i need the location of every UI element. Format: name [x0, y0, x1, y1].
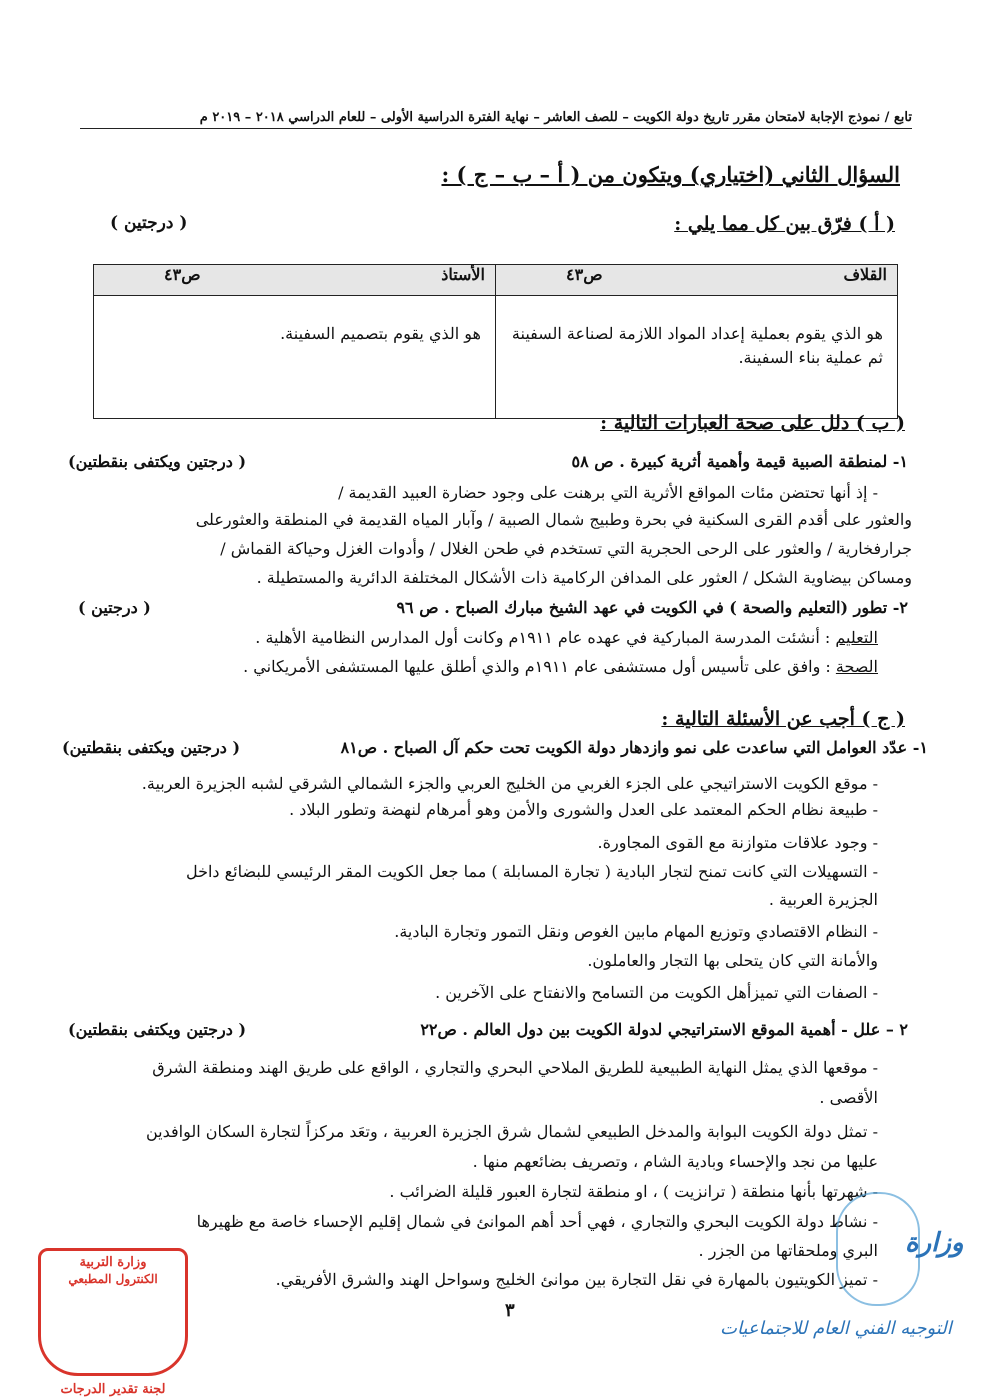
section-b-q1-line: والعثور على أقدم القرى السكنية في بحرة وطبيج شمال الصبية / وآبار المياه القديمة في المنطقة والعثورعلى	[195, 510, 912, 529]
section-b-q2: ٢- تطور (التعليم والصحة ) في الكويت في عهد الشيخ مبارك الصباح . ص ٩٦	[396, 598, 908, 617]
stamp-line-committee: لجنة تقدير الدرجات	[60, 1382, 166, 1397]
col2-title: الأستاذ	[441, 265, 485, 284]
section-c-q1-marks: ( درجتين ويكتفى بنقطتين)	[62, 738, 241, 757]
section-c-q2-line: - تمثل دولة الكويت البوابة والمدخل الطبيعي لشمال شرق الجزيرة العربية ، وتعَد مركزاً لتجارة السكان الوافدين	[145, 1122, 878, 1141]
section-c-q2: ٢ – علل - أهمية الموقع الاستراتيجي لدولة الكويت بين دول العالم . ص٢٢	[420, 1020, 908, 1039]
section-c-q1-line: - الصفات التي تميزأهل الكويت من التسامح والانفتاح على الآخرين .	[435, 983, 878, 1002]
section-c-q1-line: - طبيعة نظام الحكم المعتمد على العدل والشورى والأمن وهو أمرهام لنهضة وتطور البلاد .	[289, 800, 878, 819]
col2-body: هو الذي يقوم بتصميم السفينة.	[94, 296, 496, 419]
seal-text: وزارة	[905, 1228, 964, 1258]
section-c-q1-line: - التسهيلات التي كانت تمنح لتجار البادية ( تجارة المسابلة ) مما جعل الكويت المقر الرئيسي للبضائع داخل	[185, 862, 878, 881]
section-a-title: ( أ ) فرّق بين كل مما يلي :	[674, 213, 895, 235]
section-c-q2-line: - تميز الكويتيون بالمهارة في نقل التجارة بين موانئ الخليج وسواحل الهند والشرق الأفريقي.	[275, 1270, 878, 1289]
section-c-q2-line: البري وملحقاتها من الجزر .	[698, 1241, 878, 1260]
education-label: التعليم	[835, 628, 878, 647]
table-header-ustadh	[94, 265, 496, 296]
health-label: الصحة	[835, 657, 878, 676]
page-header: تابع / نموذج الإجابة لامتحان مقرر تاريخ دولة الكويت – للصف العاشر – نهاية الفترة الدراسية الأولى – للعام الدراسي ٢٠١٨ – ٢٠١٩ م	[80, 110, 912, 129]
section-c-q2-line: - نشاط دولة الكويت البحري والتجاري ، فهي أحد أهم الموانئ في شمال إقليم الإحساء خاصة مع ظهيرها	[196, 1212, 878, 1231]
col1-page: ص٤٣	[566, 265, 603, 284]
section-c-q1: ١- عدّد العوامل التي ساعدت على نمو وازدهار دولة الكويت تحت حكم آل الصباح . ص٨١	[340, 738, 928, 757]
section-b-q1-line: - إذ أنها تحتضن مئات المواقع الأثرية التي برهنت على وجود حضارة العبيد القديمة /	[338, 483, 878, 502]
section-c-q1-line: والأمانة التي كان يتحلى بها التجار والعاملون.	[587, 951, 878, 970]
comparison-table	[93, 264, 898, 419]
section-c-q1-line: - موقع الكويت الاستراتيجي على الجزء الغربي من الخليج العربي والجزء الشمالي الشرقي لشبه الجزيرة العربية.	[141, 774, 878, 793]
section-b-q2-education	[255, 628, 878, 649]
stamp-line-ministry: وزارة التربية	[79, 1255, 147, 1270]
section-b-title: ( ب ) دلل على صحة العبارات التالية :	[600, 412, 905, 434]
section-b-q1-line: ومساكن بيضاوية الشكل / العثور على المدافن الركامية ذات الأشكال المختلفة الدائرية والمستطيلة .	[256, 568, 912, 587]
table-header-qallaf	[496, 265, 898, 296]
health-text: : وافق على تأسيس أول مستشفى عام ١٩١١م والذي أطلق عليها المستشفى الأمريكاني .	[243, 657, 836, 676]
section-c-q2-line: - شهرتها بأنها منطقة ( ترانزيت ) ، او منطقة لتجارة العبور قليلة الضرائب .	[389, 1182, 878, 1201]
footer-signature-text: التوجيه الفني العام للاجتماعيات	[720, 1318, 952, 1339]
col2-page: ص٤٣	[164, 265, 201, 284]
section-c-q2-line: الأقصى .	[819, 1088, 878, 1107]
section-b-q1-line: جرارفخارية / والعثور على الرحى الحجرية التي تستخدم في طحن الغلال / وأدوات الغزل وحياكة القماش /	[220, 539, 912, 558]
section-b-q2-health	[243, 657, 878, 678]
grading-committee-stamp	[38, 1248, 188, 1397]
section-c-q1-line: - وجود علاقات متوازنة مع القوى المجاورة.	[597, 833, 878, 852]
stamp-line-control: الكنترول المطبعي	[68, 1272, 158, 1286]
section-c-q1-line: الجزيرة العربية .	[768, 890, 878, 909]
section-c-q2-line: - موقعها الذي يمثل النهاية الطبيعية للطريق الملاحي البحري والتجاري ، الواقع على طريق الهند ومنطقة الشرق	[152, 1058, 878, 1077]
education-text: : أنشئت المدرسة المباركية في عهده عام ١٩١١م وكانت أول المدارس النظامية الأهلية .	[255, 628, 836, 647]
section-a-marks: ( درجتين )	[110, 213, 188, 233]
section-c-q2-marks: ( درجتين ويكتفى بنقطتين)	[68, 1020, 247, 1039]
section-c-q2-line: عليها من نجد والإحساء وبادية الشام ، وتصريف بضائعهم منها .	[472, 1152, 878, 1171]
section-b-q2-marks: ( درجتين )	[78, 598, 151, 617]
question-title: السؤال الثاني (اختياري) ويتكون من ( أ – ب – ج ) :	[441, 162, 900, 187]
section-b-q1: ١- لمنطقة الصبية قيمة وأهمية أثرية كبيرة . ص ٥٨	[571, 452, 908, 471]
section-c-title: ( ج ) أجب عن الأسئلة التالية :	[661, 708, 905, 730]
col1-title: القلاف	[843, 265, 887, 284]
section-b-q1-marks: ( درجتين ويكتفى بنقطتين)	[68, 452, 247, 471]
section-c-q1-line: - النظام الاقتصادي وتوزيع المهام مابين الغوص ونقل التمور وتجارة البادية.	[394, 922, 878, 941]
page-number: ٣	[505, 1300, 515, 1321]
col1-body: هو الذي يقوم بعملية إعداد المواد اللازمة لصناعة السفينة ثم عملية بناء السفينة.	[496, 296, 898, 419]
